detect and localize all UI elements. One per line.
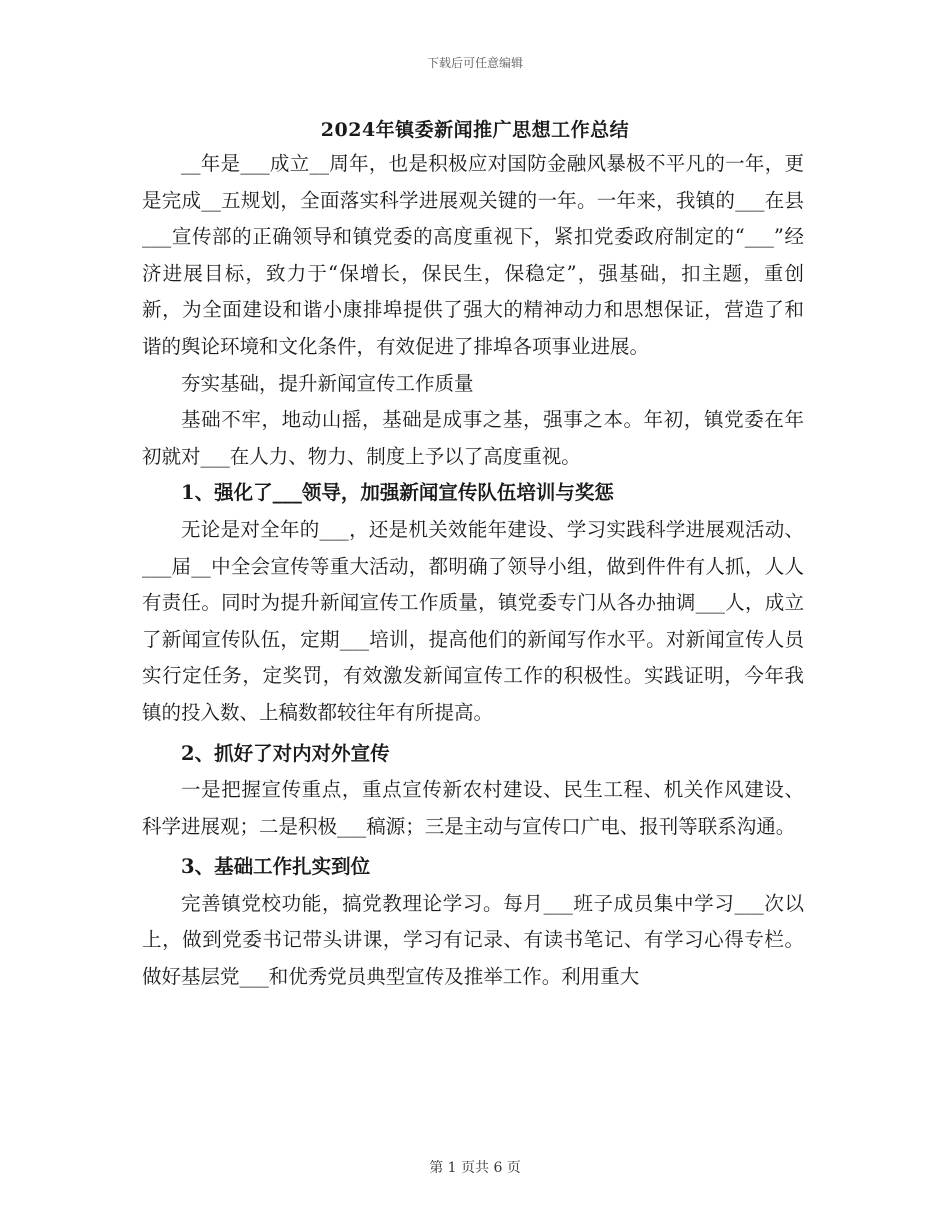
body-paragraph-foundation: 基础不牢，地动山摇，基础是成事之基，强事之本。年初，镇党委在年初就对___在人力、物力、制度上予以了高度重视。 <box>142 408 804 468</box>
section-heading-3: 3、基础工作扎实到位 <box>181 855 371 879</box>
document-body <box>142 146 804 996</box>
body-paragraph-section-2: 一是把握宣传重点，重点宣传新农村建设、民生工程、机关作风建设、科学进展观；二是积极___稿源；三是主动与宣传口广电、报刊等联系沟通。 <box>142 778 804 838</box>
body-paragraph-subtitle: 夯实基础，提升新闻宣传工作质量 <box>181 371 474 395</box>
section-heading-1: 1、强化了___领导，加强新闻宣传队伍培训与奖惩 <box>181 481 614 505</box>
page-number: 第 1 页共 6 页 <box>429 1160 521 1176</box>
document-title: 2024年镇委新闻推广思想工作总结 <box>320 119 630 141</box>
body-paragraph-section-3: 完善镇党校功能，搞党教理论学习。每月___班子成员集中学习___次以上，做到党委书记带头讲课，学习有记录、有读书笔记、有学习心得专栏。做好基层党___和优秀党员典型宣传及推举工作。利用重大 <box>142 891 804 989</box>
section-heading-2: 2、抓好了对内对外宣传 <box>181 741 390 765</box>
body-paragraph-intro: __年是___成立__周年，也是积极应对国防金融风暴极不平凡的一年，更是完成__五规划，全面落实科学进展观关键的一年。一年来，我镇的___在县___宣传部的正确领导和镇党委的高度重视下，紧扣党委政府制定的“___”经济进展目标，致力于“保增长，保民生，保稳定”，强基础，扣主题，重创新，为全面建设和谐小康排埠提供了强大的精神动力和思想保证，营造了和谐的舆论环境和文化条件，有效促进了排埠各项事业进展。 <box>142 152 804 358</box>
body-paragraph-section-1: 无论是对全年的___，还是机关效能年建设、学习实践科学进展观活动、___届__中全会宣传等重大活动，都明确了领导小组，做到件件有人抓，人人有责任。同时为提升新闻宣传工作质量，镇党委专门从各办抽调___人，成立了新闻宣传队伍，定期___培训，提高他们的新闻写作水平。对新闻宣传人员实行定任务，定奖罚，有效激发新闻宣传工作的积极性。实践证明，今年我镇的投入数、上稿数都较往年有所提高。 <box>142 517 804 724</box>
page-header-note: 下载后可任意编辑 <box>426 56 523 70</box>
